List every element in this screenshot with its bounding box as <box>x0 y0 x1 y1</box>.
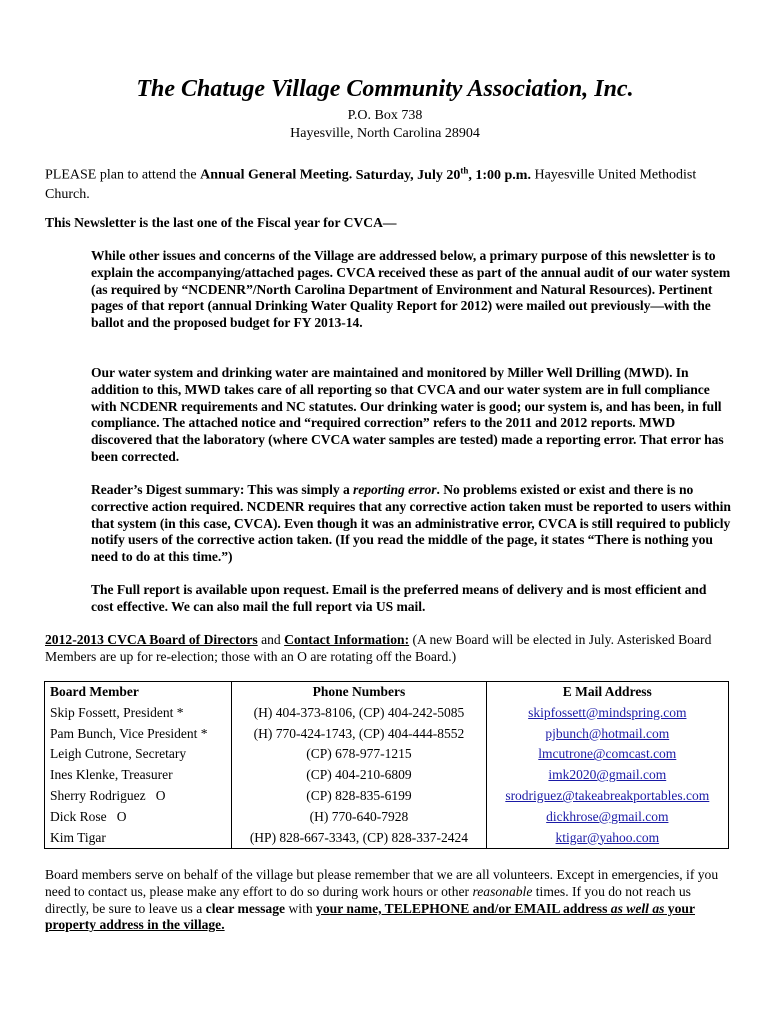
contact-instructions: your name, TELEPHONE and/or EMAIL address as well as your property address in the village. <box>45 900 695 933</box>
member-phone: (H) 770-424-1743, (CP) 404-444-8552 <box>232 724 486 745</box>
header-phone-numbers: Phone Numbers <box>232 682 486 703</box>
member-phone: (CP) 678-977-1215 <box>232 744 486 765</box>
meeting-place: Hayesville United Methodist Church. <box>45 167 697 202</box>
member-phone: (H) 770-640-7928 <box>232 807 486 828</box>
table-row <box>45 786 729 807</box>
member-phone: (HP) 828-667-3343, (CP) 828-337-2424 <box>232 828 486 849</box>
paragraph-summary: Reader’s Digest summary: This was simply a reporting error. No problems existed or exist and there is no corrective action required. NCDENR requires that any corrective action taken must be reported to users within that system (in this case, CVCA). Even though it was an administrative error, CVCA is still required to publicly notify users of the corrective action taken. (If you read the middle of the page, it states “There is nothing you need to do at this time.”) <box>91 482 731 565</box>
member-email-link[interactable]: ktigar@yahoo.com <box>555 829 660 845</box>
table-row <box>45 765 729 786</box>
header-email-address: E Mail Address <box>486 682 728 703</box>
meeting-date: Saturday, July 20th, 1:00 p.m. <box>355 165 531 183</box>
member-name: Leigh Cutrone, Secretary <box>45 744 232 765</box>
association-title: The Chatuge Village Community Association, Inc. <box>136 76 634 102</box>
clear-message-emphasis: clear message <box>205 900 286 916</box>
paragraph-purpose: While other issues and concerns of the Village are addressed below, a primary purpose of this newsletter is to explain the accompanying/attached pages. CVCA received these as part of the annual audit of our water system (as required by “NCDENR”/North Carolina Department of Environment and Natural Resources). Pertinent pages of that report (annual Drinking Water Quality Report for 2012) were mailed out previously—with the ballot and the proposed budget for FY 2013-14. <box>91 248 731 331</box>
meeting-lead: PLEASE plan to attend the <box>45 167 201 183</box>
member-email-link[interactable]: dickhrose@gmail.com <box>546 808 669 824</box>
member-name: Pam Bunch, Vice President * <box>45 724 232 745</box>
po-box: P.O. Box 738 <box>347 108 423 123</box>
member-email-link[interactable]: skipfossett@mindspring.com <box>528 704 687 720</box>
closing-paragraph: Board members serve on behalf of the village but please remember that we are all volunteers. Except in emergencies, if you need to contact us, please make any effort to do so during work hours or other reasonable times. If you do not reach us directly, be sure to leave us a clear message with your name, TELEPHONE and/or EMAIL address as well as your property address in the village. <box>45 867 719 933</box>
meeting-notice <box>45 161 725 204</box>
member-phone: (CP) 404-210-6809 <box>232 765 486 786</box>
board-heading: 2012-2013 CVCA Board of Directors <box>45 632 258 647</box>
board-table <box>44 681 729 849</box>
member-name: Dick Rose O <box>45 807 232 828</box>
member-email-link[interactable]: pjbunch@hotmail.com <box>545 725 670 741</box>
header-board-member: Board Member <box>45 682 232 703</box>
member-phone: (H) 404-373-8106, (CP) 404-242-5085 <box>232 703 486 724</box>
member-name: Ines Klenke, Treasurer <box>45 765 232 786</box>
member-phone: (CP) 828-835-6199 <box>232 786 486 807</box>
city-address: Hayesville, North Carolina 28904 <box>290 126 480 141</box>
member-email-link[interactable]: lmcutrone@comcast.com <box>538 746 677 762</box>
newsletter-line: This Newsletter is the last one of the Fiscal year for CVCA— <box>45 215 397 230</box>
table-row <box>45 724 729 745</box>
member-name: Sherry Rodriguez O <box>45 786 232 807</box>
table-header-row <box>45 682 729 703</box>
paragraph-full-report: The Full report is available upon request. Email is the preferred means of delivery and is most efficient and cost effective. We can also mail the full report via US mail. <box>91 582 707 614</box>
table-row <box>45 744 729 765</box>
paragraph-water-system: Our water system and drinking water are maintained and monitored by Miller Well Drilling (MWD). In addition to this, MWD takes care of all reporting so that CVCA and our water system are in full compliance with NCDENR requirements and NC statutes. Our drinking water is good; our system is, and has been, in full compliance. The attached notice and “required correction” refers to the 2011 and 2012 reports. MWD discovered that the laboratory (where CVCA water samples are tested) made a reporting error. That error has been corrected. <box>91 365 724 464</box>
member-email-link[interactable]: srodriguez@takeabreakportables.com <box>505 787 710 803</box>
member-name: Skip Fossett, President * <box>45 703 232 724</box>
member-name: Kim Tigar <box>45 828 232 849</box>
contact-heading: Contact Information: <box>284 632 410 647</box>
table-row <box>45 828 729 849</box>
member-email-link[interactable]: imk2020@gmail.com <box>548 767 667 783</box>
meeting-event: Annual General Meeting. <box>200 167 353 183</box>
table-row <box>45 703 729 724</box>
board-intro: 2012-2013 CVCA Board of Directors and Contact Information: (A new Board will be elected in July. Asterisked Board Members are up for re-election; those with an O are rotating off the Board.) <box>45 632 712 664</box>
table-row <box>45 807 729 828</box>
